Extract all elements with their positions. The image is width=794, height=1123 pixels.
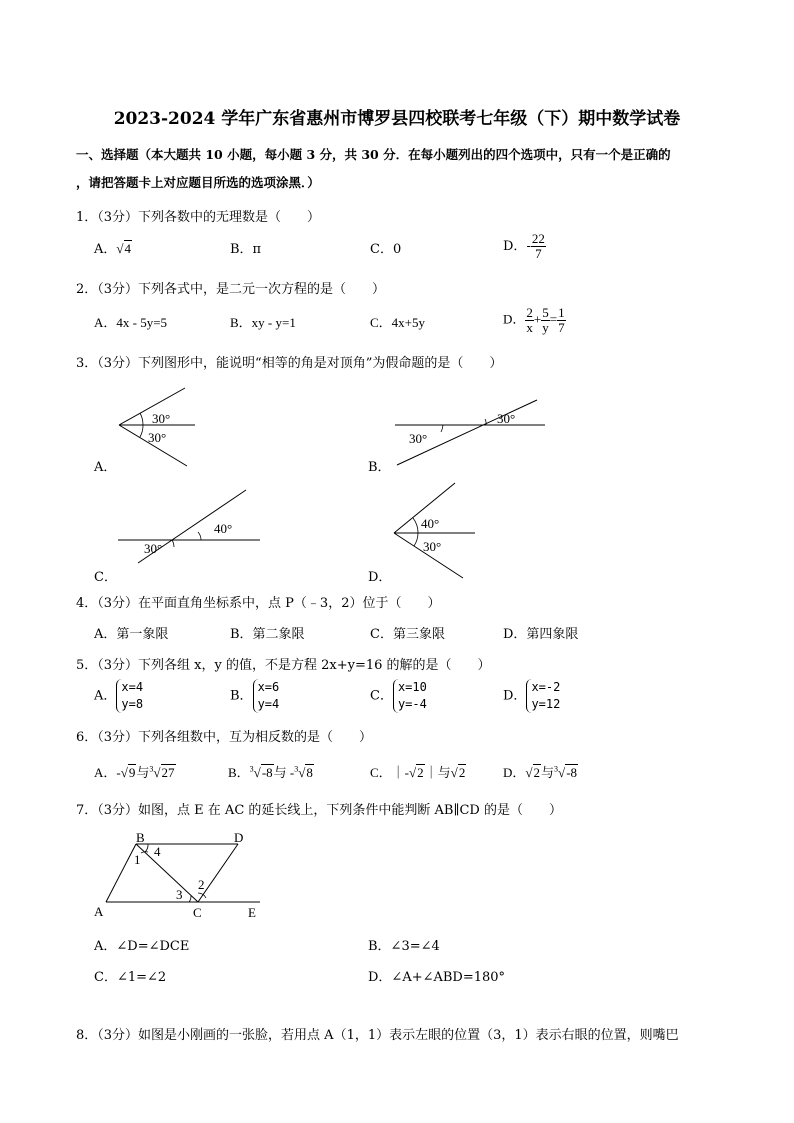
q6-option-a[interactable]: A．-√9与$^3$√27 <box>94 764 175 780</box>
q3-stem: 3．（3分）下列图形中，能说明“相等的角是对顶角”为假命题的是（ ） <box>76 356 503 371</box>
q1-option-b[interactable]: B．π <box>230 242 262 257</box>
q6-a-sign: - <box>116 765 121 780</box>
q3-option-a[interactable]: A． <box>94 460 117 475</box>
q2-stem: 2．（3分）下列各式中，是二元一次方程的是（ ） <box>76 282 386 297</box>
q3-b-right-angle: 30° <box>497 411 516 426</box>
q3-c-right-angle: 40° <box>214 521 233 536</box>
q7-label-B: B <box>136 830 145 845</box>
q7-label-E: E <box>248 905 256 920</box>
q5-b-label: B． <box>230 688 253 704</box>
q5-option-a[interactable] <box>94 679 143 713</box>
q2-option-d[interactable] <box>503 306 566 335</box>
q6-d-index: 3 <box>554 764 559 774</box>
q1-d-label: D． <box>503 239 527 254</box>
q6-c-label: C． <box>370 765 392 780</box>
q3-option-b[interactable]: B． <box>368 460 391 475</box>
q7-angle-1: 1 <box>134 852 141 867</box>
q2-d-eq: = <box>549 311 558 327</box>
q5-d-eq1: x=-2 <box>531 680 561 694</box>
q6-b-index2: 3 <box>294 764 299 774</box>
q1-option-c[interactable]: C．0 <box>370 242 402 257</box>
q4-option-b[interactable]: B．第二象限 <box>230 627 305 642</box>
q4-option-a[interactable]: A．第一象限 <box>94 627 169 642</box>
q6-d-mid: 与 <box>541 765 555 780</box>
q2-d-frac1 <box>525 306 534 335</box>
q3-figure-a <box>100 375 210 470</box>
q6-b-radicand1: -8 <box>261 765 273 780</box>
q3-a-bottom-angle: 30° <box>148 430 167 445</box>
q5-option-b[interactable] <box>230 679 279 713</box>
q2-option-c[interactable]: C．4x+5y <box>370 315 426 330</box>
q5-c-eq2: y=-4 <box>397 697 427 711</box>
q4-option-c[interactable]: C．第三象限 <box>370 627 445 642</box>
q2-d-f1n: 2 <box>526 305 533 320</box>
q6-c-mid: ｜与 <box>424 765 451 780</box>
q2-d-label: D． <box>503 311 526 327</box>
q5-a-system <box>116 679 143 713</box>
q1-stem: 1．（3分）下列各数中的无理数是（ ） <box>76 210 321 225</box>
q6-d-label: D． <box>503 765 526 780</box>
q2-d-frac2 <box>541 306 550 335</box>
section-heading-line1: 一、选择题（本大题共 10 小题，每小题 3 分，共 30 分．在每小题列出的四个选项中，只有一个是正确的 <box>76 147 671 162</box>
q6-c-radicand1: 2 <box>417 765 424 780</box>
q6-stem: 6．（3分）下列各组数中，互为相反数的是（ ） <box>76 730 373 745</box>
q6-a-radicand2: 27 <box>161 765 175 780</box>
q3-b-left-angle: 30° <box>409 431 428 446</box>
q6-d-radicand2: -8 <box>566 765 578 780</box>
q7-angle-3: 3 <box>176 887 183 902</box>
q3-a-top-angle: 30° <box>152 411 171 426</box>
q1-d-sign: - <box>526 239 531 254</box>
q7-figure <box>88 826 273 921</box>
q6-option-d[interactable]: D．√2与$^3$√-8 <box>503 764 578 780</box>
q7-option-c[interactable]: C．∠1=∠2 <box>94 970 167 985</box>
q2-option-a[interactable]: A．4x - 5y=5 <box>94 315 168 330</box>
q7-label-D: D <box>234 830 244 845</box>
section-heading-line2: ，请把答题卡上对应题目所选的选项涂黑．） <box>76 175 320 190</box>
q7-option-b[interactable]: B．∠3=∠4 <box>368 939 440 954</box>
q1-option-d[interactable] <box>503 232 546 261</box>
q7-stem: 7．（3分）如图，点 E 在 AC 的延长线上，下列条件中能判断 AB∥CD 的是（ ） <box>76 803 562 818</box>
q3-figure-d <box>385 478 485 583</box>
q5-d-system <box>526 679 560 713</box>
q5-d-label: D． <box>503 688 527 704</box>
q2-d-frac3 <box>557 306 566 335</box>
q6-d-radicand1: 2 <box>533 765 541 780</box>
q6-a-mid: 与 <box>136 765 150 780</box>
q6-c-abs-open: ｜- <box>391 765 410 780</box>
q5-d-eq2: y=12 <box>531 697 561 711</box>
q2-d-f3n: 1 <box>558 305 565 320</box>
q1-a-radicand: 4 <box>124 241 132 256</box>
q6-b-mid: 与 - <box>273 765 295 780</box>
q3-figure-b <box>385 395 555 475</box>
q1-d-fraction <box>531 232 546 261</box>
q6-a-index: 3 <box>149 764 154 774</box>
q1-d-denominator: 7 <box>535 246 542 261</box>
q1-d-numerator: 22 <box>531 231 545 246</box>
q7-label-A: A <box>94 904 104 919</box>
q7-angle-2: 2 <box>198 877 205 892</box>
q3-c-left-angle: 30° <box>144 541 163 556</box>
q1-option-a[interactable]: A．√4 <box>94 241 132 257</box>
q7-option-a[interactable]: A．∠D=∠DCE <box>94 939 190 954</box>
q6-b-index1: 3 <box>249 764 254 774</box>
q6-b-label: B． <box>228 765 250 780</box>
q5-option-c[interactable] <box>370 679 427 713</box>
page-title: 2023-2024 学年广东省惠州市博罗县四校联考七年级（下）期中数学试卷 <box>113 109 681 129</box>
q5-c-eq1: x=10 <box>397 680 427 694</box>
q3-figure-c <box>110 485 265 570</box>
q6-option-c[interactable]: C．｜-√2｜与√2 <box>370 765 466 780</box>
q1-a-label: A． <box>94 242 117 257</box>
q7-label-C: C <box>193 905 202 920</box>
q6-option-b[interactable]: B．$^3$√-8与 -$^3$√8 <box>228 764 313 780</box>
q2-d-f3d: 7 <box>558 320 565 335</box>
q5-a-eq1: x=4 <box>121 680 144 694</box>
q2-d-f2d: y <box>542 320 549 335</box>
q3-d-bottom-angle: 30° <box>423 539 442 554</box>
q2-option-b[interactable]: B．xy - y=1 <box>230 315 296 330</box>
q7-angle-4: 4 <box>154 844 161 859</box>
q6-a-label: A． <box>94 765 117 780</box>
q7-option-d[interactable]: D．∠A+∠ABD=180° <box>368 970 506 985</box>
q4-stem: 4．（3分）在平面直角坐标系中，点 P（﹣3，2）位于（ ） <box>76 596 441 611</box>
q5-b-system <box>253 679 280 713</box>
q5-a-label: A． <box>94 688 117 704</box>
q2-d-f1d: x <box>526 320 533 335</box>
q3-option-c[interactable]: C． <box>94 570 117 585</box>
q8-stem: 8．（3分）如图是小刚画的一张脸，若用点 A（1，1）表示左眼的位置（3，1）表示右眼的位置，则嘴巴 <box>76 1028 679 1043</box>
q5-c-label: C． <box>370 688 393 704</box>
q2-d-f2n: 5 <box>542 305 549 320</box>
q4-option-d[interactable]: D．第四象限 <box>503 627 579 642</box>
q2-d-plus: + <box>533 311 542 327</box>
q6-a-radicand1: 9 <box>128 765 136 780</box>
q5-option-d[interactable] <box>503 679 560 713</box>
q6-c-radicand2: 2 <box>458 765 466 780</box>
q3-option-d[interactable]: D． <box>368 570 392 585</box>
q5-b-eq1: x=6 <box>257 680 280 694</box>
q5-c-system <box>393 679 427 713</box>
q3-d-top-angle: 40° <box>421 516 440 531</box>
q5-b-eq2: y=4 <box>257 697 280 711</box>
q6-b-radicand2: 8 <box>306 765 313 780</box>
q5-a-eq2: y=8 <box>121 697 144 711</box>
q5-stem: 5．（3分）下列各组 x，y 的值，不是方程 2x+y=16 的解的是（ ） <box>76 658 491 673</box>
